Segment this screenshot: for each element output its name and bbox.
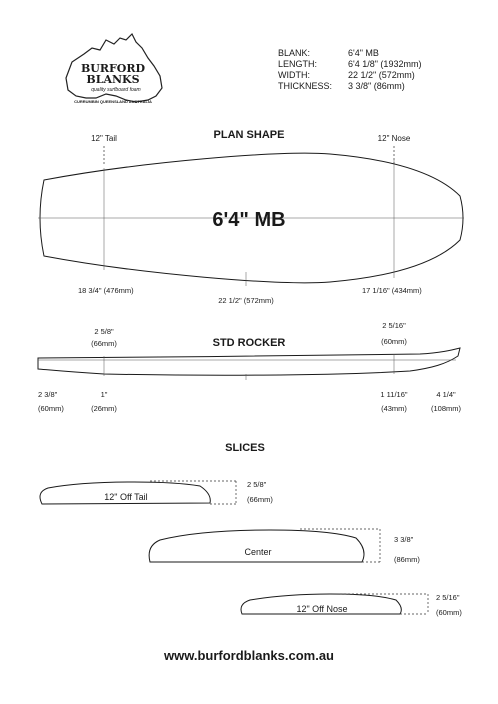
- slice-center: [149, 529, 420, 564]
- logo-brand-line2: BLANKS: [86, 73, 140, 86]
- rocker-nose-mm: (60mm): [381, 337, 407, 346]
- logo-tagline: quality surfboard foam: [91, 87, 141, 93]
- rocker-profile: [38, 348, 460, 375]
- slice-label: 12" Off Tail: [104, 492, 148, 502]
- nose-label: 12" Nose: [377, 134, 411, 143]
- slices-section: [40, 442, 462, 617]
- spec-value: 22 1/2" (572mm): [348, 70, 415, 80]
- model-title: 6'4" MB: [212, 209, 286, 231]
- rocker-bottom-label: (26mm): [91, 404, 117, 413]
- spec-table: [278, 48, 421, 91]
- plan-shape-section: [38, 129, 464, 305]
- slice-mm: (60mm): [436, 608, 462, 617]
- tail-width-label: 18 3/4" (476mm): [78, 286, 134, 295]
- slice-mm: (86mm): [394, 555, 420, 564]
- slice-label: 12" Off Nose: [296, 604, 348, 614]
- plan-heading: PLAN SHAPE: [213, 129, 285, 141]
- slice-off-tail: [40, 480, 273, 504]
- tail-label: 12" Tail: [91, 134, 117, 143]
- rocker-section: [38, 321, 461, 413]
- rocker-bottom-label: 1 11/16": [380, 390, 408, 399]
- rocker-tail-mm: (66mm): [91, 339, 117, 348]
- rocker-bottom-label: (43mm): [381, 404, 407, 413]
- slice-dim: 2 5/16": [436, 593, 460, 602]
- rocker-bottom-label: 2 3/8": [38, 390, 58, 399]
- spec-key: BLANK:: [278, 48, 311, 58]
- slice-label: Center: [244, 547, 272, 557]
- slice-mm: (66mm): [247, 495, 273, 504]
- rocker-bottom-label: 1": [100, 390, 108, 399]
- center-width-label: 22 1/2" (572mm): [218, 296, 274, 305]
- nose-width-label: 17 1/16" (434mm): [362, 286, 422, 295]
- rocker-bottom-label: 4 1/4": [436, 390, 456, 399]
- slice-outline: [149, 530, 364, 562]
- slices-heading: SLICES: [225, 442, 265, 454]
- website-link[interactable]: www.burfordblanks.com.au: [164, 648, 334, 663]
- spec-value: 6'4 1/8" (1932mm): [348, 59, 422, 69]
- rocker-tail-dim: 2 5/8": [94, 327, 114, 336]
- spec-key: WIDTH:: [278, 70, 310, 80]
- rocker-bottom-label: (108mm): [430, 404, 462, 413]
- rocker-heading: STD ROCKER: [212, 337, 286, 349]
- logo-footer: CURRUMBIN QUEENSLAND AUSTRALIA: [74, 99, 152, 104]
- spec-value: 3 3/8" (86mm): [348, 81, 405, 91]
- brand-logo: [66, 34, 162, 104]
- spec-value: 6'4" MB: [348, 48, 379, 58]
- spec-key: LENGTH:: [278, 59, 318, 69]
- slice-off-nose: [241, 593, 462, 617]
- slice-dim: 3 3/8": [394, 535, 414, 544]
- rocker-nose-dim: 2 5/16": [382, 321, 406, 330]
- slice-dim: 2 5/8": [247, 480, 267, 489]
- spec-key: THICKNESS:: [278, 81, 333, 91]
- logo-brand-line1: BURFORD: [80, 62, 146, 75]
- rocker-bottom-label: (60mm): [38, 404, 64, 413]
